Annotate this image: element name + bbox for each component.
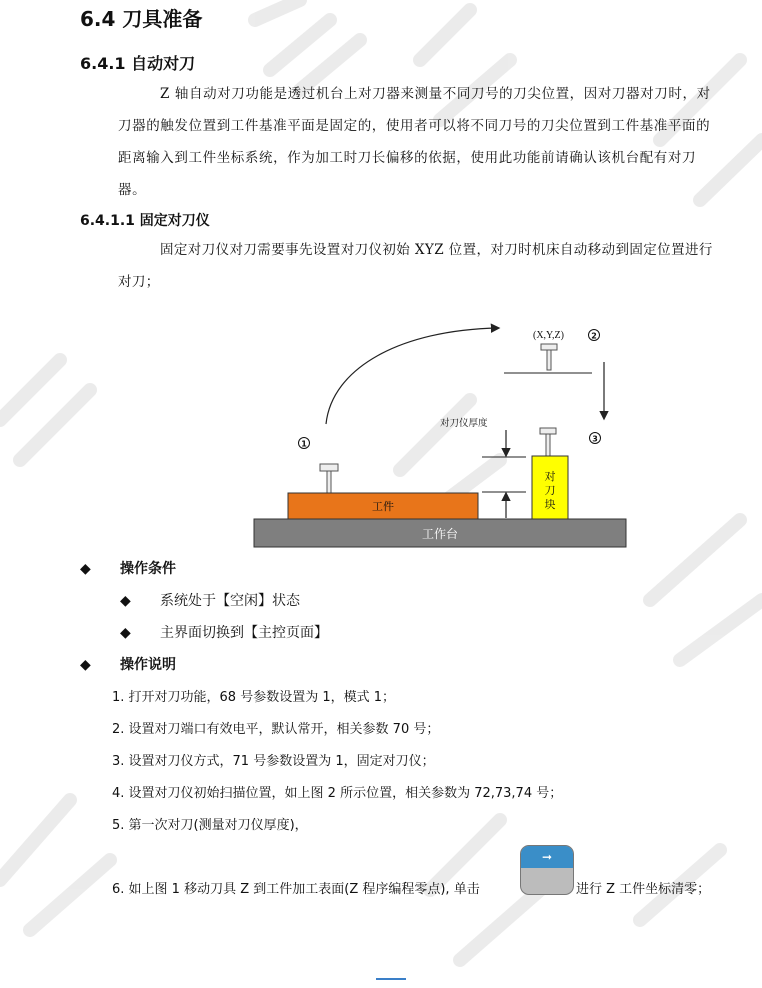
condition-item: ◆ 主界面切换到【主控页面】 — [120, 625, 328, 641]
section-title: 6.4 刀具准备 — [80, 7, 203, 31]
zero-z-key-button[interactable] — [520, 845, 574, 895]
move-arc — [326, 328, 498, 424]
intro-paragraph: Z 轴自动对刀功能是透过机台上对刀器来测量不同刀号的刀尖位置，因对刀器对刀时，对刀器的触发位置到工件基准平面是固定的，使用者可以将不同刀号的刀尖位置到工件基准平面的距离输入到工件坐标系统，作为加工时刀长偏移的依据，使用此功能前请确认该机台配有对刀器。 — [118, 86, 711, 198]
diamond-bullet-icon: ◆ — [80, 657, 91, 673]
tool-position-3 — [540, 428, 556, 456]
step-3: 3. 设置对刀仪方式，71 号参数设置为 1，固定对刀仪； — [112, 754, 435, 769]
tool-position-2 — [541, 344, 557, 370]
diamond-bullet-icon: ◆ — [120, 625, 131, 641]
coord-label: (X,Y,Z) — [533, 330, 564, 341]
subsection-title: 6.4.1 自动对刀 — [80, 54, 196, 73]
marker-2-label: 2 — [591, 331, 597, 341]
tool-position-1 — [320, 464, 338, 493]
thickness-label: 对刀仪厚度 — [440, 418, 488, 429]
fixed-setter-paragraph: 固定对刀仪对刀需要事先设置对刀仪初始 XYZ 位置，对刀时机床自动移动到固定位置进行对刀； — [118, 242, 713, 290]
step-6-tail: 进行 Z 工件坐标清零； — [576, 882, 711, 897]
conditions-heading: ◆ 操作条件 — [80, 561, 176, 577]
workpiece-label: 工件 — [372, 500, 394, 513]
block-label-1: 对 — [544, 470, 556, 483]
work-table-label: 工作台 — [421, 527, 459, 541]
block-label-2: 刀 — [544, 484, 556, 497]
step-5: 5. 第一次对刀(测量对刀仪厚度)， — [112, 818, 308, 833]
marker-3-label: 3 — [592, 434, 598, 444]
subsubsection-title: 6.4.1.1 固定对刀仪 — [80, 213, 210, 229]
marker-1-label: 1 — [301, 439, 307, 449]
step-1: 1. 打开对刀功能，68 号参数设置为 1，模式 1； — [112, 690, 396, 705]
step-4: 4. 设置对刀仪初始扫描位置，如上图 2 所示位置，相关参数为 72,73,74 号； — [112, 786, 563, 801]
condition-item: ◆ 系统处于【空闲】状态 — [120, 593, 300, 609]
diamond-bullet-icon: ◆ — [120, 593, 131, 609]
step-6: 6. 如上图 1 移动刀具 Z 到工件加工表面(Z 程序编程零点), 单击 — [112, 882, 480, 897]
arrow-right-icon: ➞ — [521, 846, 573, 868]
instructions-heading: ◆ 操作说明 — [80, 657, 176, 673]
step-2: 2. 设置对刀端口有效电平，默认常开，相关参数 70 号； — [112, 722, 440, 737]
diamond-bullet-icon: ◆ — [80, 561, 91, 577]
tool-setting-diagram — [250, 318, 630, 552]
block-label-3: 块 — [544, 498, 556, 511]
